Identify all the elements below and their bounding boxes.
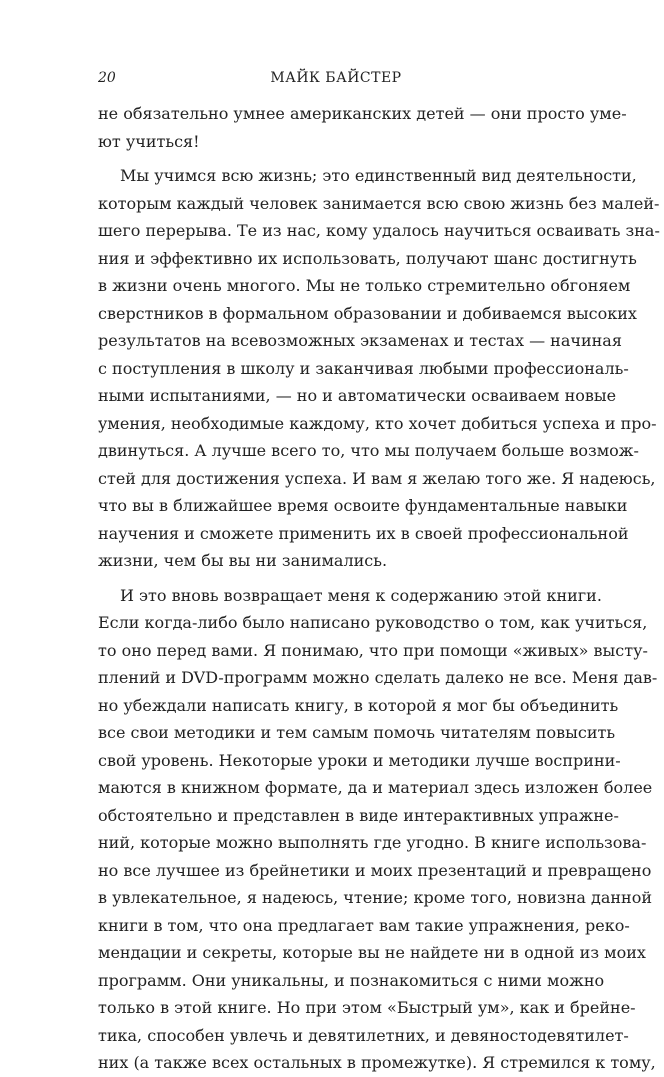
text-line: тика, способен увлечь и девятилетних, и девяностодевятилет- xyxy=(98,1025,629,1045)
text-line: книги в том, что она предлагает вам такие упражнения, реко- xyxy=(98,915,630,935)
text-line: сверстников в формальном образовании и добиваемся высоких xyxy=(98,303,637,323)
text-line: И это вновь возвращает меня к содержанию этой книги. xyxy=(120,585,602,605)
text-line: ния и эффективно их использовать, получают шанс достигнуть xyxy=(98,248,637,268)
text-line: маются в книжном формате, да и материал здесь изложен более xyxy=(98,778,653,797)
text-line: мендации и секреты, которые вы не найдете ни в одной из моих xyxy=(98,943,646,962)
text-line: свой уровень. Некоторые уроки и методики лучше восприни- xyxy=(98,750,621,770)
text-line: только в этой книге. Но при этом «Быстрый ум», как и брейне- xyxy=(98,998,636,1017)
text-line: Мы учимся всю жизнь; это единственный вид деятельности, xyxy=(120,166,637,185)
running-title: МАЙК БАЙСТЕР xyxy=(270,70,402,86)
text-line: двинуться. А лучше всего то, что мы получаем больше возмож- xyxy=(98,441,639,460)
text-line: в увлекательное, я надеюсь, чтение; кроме того, новизна данной xyxy=(98,888,653,907)
text-line: Если когда-либо было написано руководство о том, как учиться, xyxy=(98,613,648,632)
paragraph xyxy=(98,162,660,575)
text-line: обстоятельно и представлен в виде интерактивных упражне- xyxy=(98,805,619,825)
text-line: в жизни очень многого. Мы не только стремительно обгоняем xyxy=(98,276,631,295)
page-header xyxy=(98,70,574,94)
text-line: с поступления в школу и заканчивая любыми профессиональ- xyxy=(98,358,629,378)
page-number: 20 xyxy=(98,70,116,86)
text-line: плений и DVD-программ можно сделать далеко не все. Меня дав- xyxy=(98,668,658,687)
text-line: что вы в ближайшее время освоите фундаментальные навыки xyxy=(98,496,628,515)
text-line: ний, которые можно выполнять где угодно. В книге использова- xyxy=(98,833,647,852)
text-line: не обязательно умнее американских детей — они просто уме- xyxy=(98,104,627,123)
text-line: ными испытаниями, — но и автоматически осваиваем новые xyxy=(98,386,617,405)
text-line: жизни, чем бы вы ни занимались. xyxy=(98,551,388,570)
text-line: программ. Они уникальны, и познакомиться с ними можно xyxy=(98,970,605,990)
text-line: все свои методики и тем самым помочь читателям повысить xyxy=(98,723,616,742)
text-line: шего перерыва. Те из нас, кому удалось научиться осваивать зна- xyxy=(98,221,660,240)
text-line: стей для достижения успеха. И вам я желаю того же. Я надеюсь, xyxy=(98,468,656,488)
text-line: результатов на всевозможных экзаменах и тестах — начиная xyxy=(98,331,622,350)
text-line: умения, необходимые каждому, кто хочет добиться успеха и про- xyxy=(98,413,657,433)
text-line: ют учиться! xyxy=(98,131,200,151)
text-line: которым каждый человек занимается всю свою жизнь без малей- xyxy=(98,193,660,213)
text-line: но убеждали написать книгу, в которой я мог бы объединить xyxy=(98,695,619,715)
text-line: то оно перед вами. Я понимаю, что при помощи «живых» высту- xyxy=(98,640,648,660)
text-line: научения и сможете применить их в своей профессиональной xyxy=(98,523,629,543)
text-line: но все лучшее из брейнетики и моих презентаций и превращено xyxy=(98,860,652,880)
body-text xyxy=(98,100,660,1077)
text-line: них (а также всех остальных в промежутке). Я стремился к тому, xyxy=(98,1053,656,1072)
paragraph xyxy=(98,100,627,155)
paragraph xyxy=(98,582,658,1077)
